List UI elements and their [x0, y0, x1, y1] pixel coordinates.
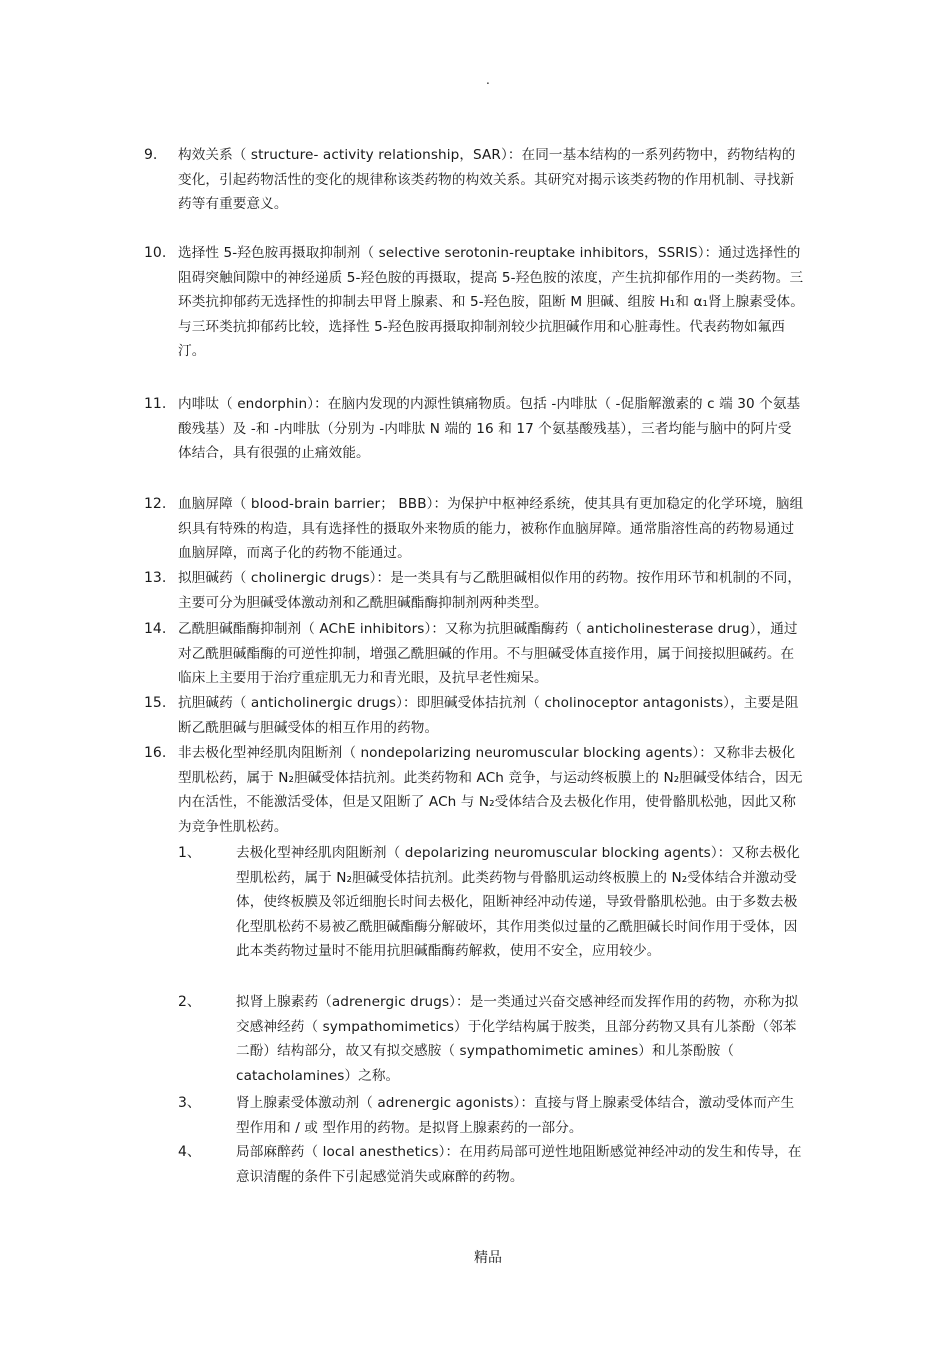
entry-text: 选择性 5-羟色胺再摄取抑制剂（ selective serotonin-reuptake inhibitors，SSRIS）：通过选择性的阻碍突触间隙中的神经递质 5-羟色胺的再摄取，提高 5-羟色胺的浓度，产生抗抑郁作用的一类药物。三环类抗抑郁药无选择性的抑制去甲肾上腺素、和 5-羟色胺，阻断 M 胆碱、组胺 H₁和 α₁肾上腺素受体。与三环类抗抑郁药比较，选择性 5-羟色胺再摄取抑制剂较少抗胆碱作用和心脏毒性。代表药物如氟西汀。	[178, 245, 804, 359]
entry-number: 14.	[144, 621, 167, 637]
entry-text: 内啡呔（ endorphin）：在脑内发现的内源性镇痛物质。包括 -内啡肽（ -促脂解激素的 c 端 30 个氨基酸残基）及 -和 -内啡肽（分别为 -内啡肽 N 端的 16 和 17 个氨基酸残基），三者均能与脑中的阿片受体结合，具有很强的止痛效能。	[178, 396, 801, 461]
subentry-number: 4、	[178, 1144, 201, 1160]
entry-number: 12.	[144, 496, 167, 512]
subentry-number: 2、	[178, 994, 201, 1010]
subentry-text: 拟肾上腺素药（adrenergic drugs）：是一类通过兴奋交感神经而发挥作用的药物，亦称为拟交感神经药（ sympathomimetics）于化学结构属于胺类，且部分药物又具有儿茶酚（邻苯二酚）结构部分，故又有拟交感胺（ sympathomimetic amines）和儿茶酚胺（ catacholamines）之称。	[236, 994, 799, 1084]
entry-number: 10.	[144, 245, 167, 261]
entry-text: 非去极化型神经肌肉阻断剂（ nondepolarizing neuromuscular blocking agents）：又称非去极化型肌松药，属于 N₂胆碱受体拮抗剂。此类药物和 ACh 竞争，与运动终板膜上的 N₂胆碱受体结合，因无内在活性，不能激活受体，但是又阻断了 ACh 与 N₂受体结合及去极化作用，使骨骼肌松弛，因此又称为竞争性肌松药。	[178, 745, 803, 835]
entry-text: 拟胆碱药（ cholinergic drugs）：是一类具有与乙酰胆碱相似作用的药物。按作用环节和机制的不同，主要可分为胆碱受体激动剂和乙酰胆碱酯酶抑制剂两种类型。	[178, 570, 802, 611]
subentry-text: 去极化型神经肌肉阻断剂（ depolarizing neuromuscular blocking agents）：又称去极化型肌松药，属于 N₂胆碱受体拮抗剂。此类药物与骨骼肌运动终板膜上的 N₂受体结合并激动受体，使终板膜及邻近细胞长时间去极化，阻断神经冲动传递，导致骨骼肌松弛。由于多数去极化型肌松药不易被乙酰胆碱酯酶分解破坏，其作用类似过量的乙酰胆碱长时间作用于受体，因此本类药物过量时不能用抗胆碱酯酶药解救，使用不安全，应用较少。	[236, 845, 800, 959]
entry-number: 11.	[144, 396, 167, 412]
subentry-number: 1、	[178, 845, 201, 861]
entry-text: 乙酰胆碱酯酶抑制剂（ AChE inhibitors）：又称为抗胆碱酯酶药（ anticholinesterase drug），通过对乙酰胆碱酯酶的可逆性抑制，增强乙酰胆碱的作用。不与胆碱受体直接作用，属于间接拟胆碱药。在临床上主要用于治疗重症肌无力和青光眼，及抗早老性痴呆。	[178, 621, 798, 686]
header-mark: .	[486, 73, 490, 87]
subentry-text: 局部麻醉药（ local anesthetics）：在用药局部可逆性地阻断感觉神经冲动的发生和传导，在意识清醒的条件下引起感觉消失或麻醉的药物。	[236, 1144, 802, 1185]
subentry-number: 3、	[178, 1095, 201, 1111]
entry-number: 15.	[144, 695, 167, 711]
entry-text: 构效关系（ structure- activity relationship，SAR）：在同一基本结构的一系列药物中，药物结构的变化，引起药物活性的变化的规律称该类药物的构效关系。其研究对揭示该类药物的作用机制、寻找新药等有重要意义。	[178, 147, 796, 212]
entry-number: 9.	[144, 147, 158, 163]
subentry-text: 肾上腺素受体激动剂（ adrenergic agonists）：直接与肾上腺素受体结合，激动受体而产生 型作用和 / 或 型作用的药物。是拟肾上腺素药的一部分。	[236, 1095, 795, 1136]
entry-number: 13.	[144, 570, 167, 586]
entry-text: 血脑屏障（ blood-brain barrier； BBB）：为保护中枢神经系统，使其具有更加稳定的化学环境，脑组织具有特殊的构造，具有选择性的摄取外来物质的能力，被称作血脑屏障。通常脂溶性高的药物易通过血脑屏障，而离子化的药物不能通过。	[178, 496, 804, 561]
entry-text: 抗胆碱药（ anticholinergic drugs）：即胆碱受体拮抗剂（ cholinoceptor antagonists），主要是阻断乙酰胆碱与胆碱受体的相互作用的药物。	[178, 695, 799, 736]
footer-label: 精品	[474, 1250, 502, 1266]
entry-number: 16.	[144, 745, 167, 761]
